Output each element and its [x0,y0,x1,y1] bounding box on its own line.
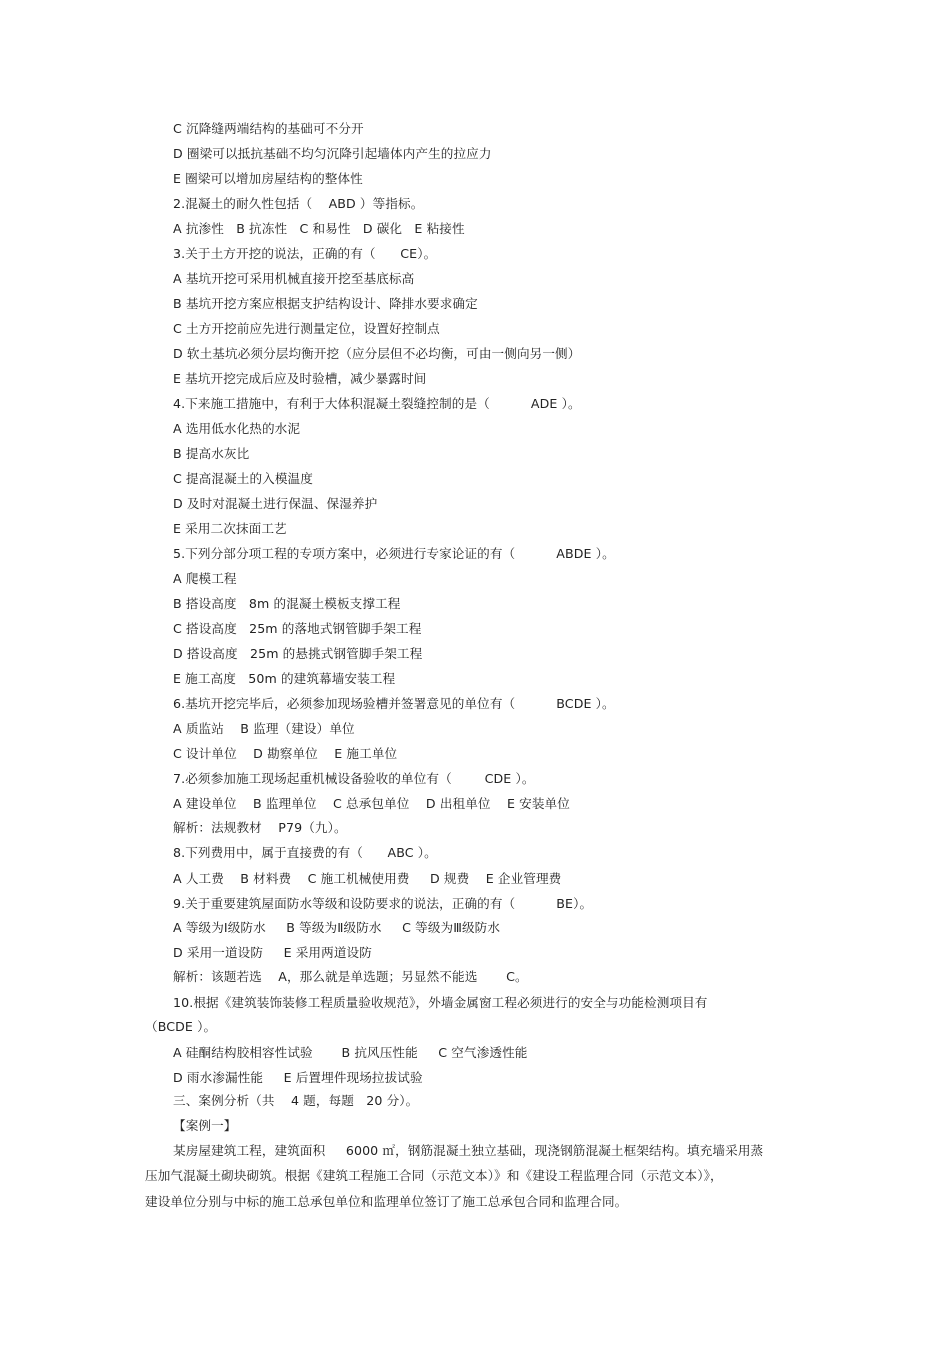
option-line: E 采用二次抹面工艺 [173,521,287,536]
case-title: 【案例一】 [173,1118,237,1133]
option-line: D 雨水渗漏性能 E 后置埋件现场拉拔试验 [173,1070,423,1085]
option-line: C 搭设高度 25m 的落地式钢管脚手架工程 [173,621,422,636]
question-line: 7.必须参加施工现场起重机械设备验收的单位有（ CDE ）。 [173,771,535,786]
case-paragraph-line: 压加气混凝土砌块砌筑。根据《建筑工程施工合同（示范文本）》和《建设工程监理合同（示范文本）》， [145,1168,723,1183]
option-line: C 提高混凝土的入模温度 [173,471,313,486]
option-line: B 提高水灰比 [173,446,250,461]
case-paragraph-line: 建设单位分别与中标的施工总承包单位和监理单位签订了施工总承包合同和监理合同。 [145,1194,628,1209]
question-line: 5.下列分部分项工程的专项方案中，必须进行专家论证的有（ ABDE ）。 [173,546,615,561]
option-line: E 圈梁可以增加房屋结构的整体性 [173,171,363,186]
question-line: 4.下来施工措施中，有利于大体积混凝土裂缝控制的是（ ADE ）。 [173,396,581,411]
option-line: A 建设单位 B 监理单位 C 总承包单位 D 出租单位 E 安装单位 [173,796,570,811]
option-line: B 搭设高度 8m 的混凝土模板支撑工程 [173,596,401,611]
option-line: D 采用一道设防 E 采用两道设防 [173,945,372,960]
option-line: A 抗渗性 B 抗冻性 C 和易性 D 碳化 E 粘接性 [173,221,465,236]
option-line: C 土方开挖前应先进行测量定位，设置好控制点 [173,321,440,336]
question-line: （BCDE ）。 [145,1019,217,1034]
question-line: 10.根据《建筑装饰装修工程质量验收规范》，外墙金属窗工程必须进行的安全与功能检测项目有 [173,995,708,1010]
analysis-line: 解析：法规教材 P79（九）。 [173,820,347,835]
option-line: E 基坑开挖完成后应及时验槽，减少暴露时间 [173,371,427,386]
case-paragraph-line: 某房屋建筑工程，建筑面积 6000 ㎡，钢筋混凝土独立基础，现浇钢筋混凝土框架结构。填充墙采用蒸 [173,1143,764,1158]
option-line: D 及时对混凝土进行保温、保湿养护 [173,496,378,511]
analysis-line: 解析：该题若选 A，那么就是单选题；另显然不能选 C。 [173,969,528,984]
option-line: A 人工费 B 材料费 C 施工机械使用费 D 规费 E 企业管理费 [173,871,562,886]
option-line: A 选用低水化热的水泥 [173,421,301,436]
option-line: A 基坑开挖可采用机械直接开挖至基底标高 [173,271,415,286]
option-line: A 硅酮结构胶相容性试验 B 抗风压性能 C 空气渗透性能 [173,1045,528,1060]
option-line: A 质监站 B 监理（建设）单位 [173,721,355,736]
option-line: C 设计单位 D 勘察单位 E 施工单位 [173,746,398,761]
option-line: B 基坑开挖方案应根据支护结构设计、降排水要求确定 [173,296,478,311]
section-heading: 三、案例分析（共 4 题，每题 20 分）。 [173,1093,419,1108]
question-line: 2.混凝土的耐久性包括（ ABD ）等指标。 [173,196,424,211]
question-line: 3.关于土方开挖的说法，正确的有（ CE）。 [173,246,437,261]
question-line: 8.下列费用中，属于直接费的有（ ABC ）。 [173,845,437,860]
question-line: 9.关于重要建筑屋面防水等级和设防要求的说法，正确的有（ BE）。 [173,896,593,911]
question-line: 6.基坑开挖完毕后，必须参加现场验槽并签署意见的单位有（ BCDE ）。 [173,696,615,711]
option-line: C 沉降缝两端结构的基础可不分开 [173,121,364,136]
option-line: A 等级为Ⅰ级防水 B 等级为Ⅱ级防水 C 等级为Ⅲ级防水 [173,920,501,935]
option-line: D 圈梁可以抵抗基础不均匀沉降引起墙体内产生的拉应力 [173,146,492,161]
option-line: A 爬模工程 [173,571,237,586]
option-line: D 搭设高度 25m 的悬挑式钢管脚手架工程 [173,646,423,661]
option-line: D 软土基坑必须分层均衡开挖（应分层但不必均衡，可由一侧向另一侧） [173,346,581,361]
option-line: E 施工高度 50m 的建筑幕墙安装工程 [173,671,396,686]
